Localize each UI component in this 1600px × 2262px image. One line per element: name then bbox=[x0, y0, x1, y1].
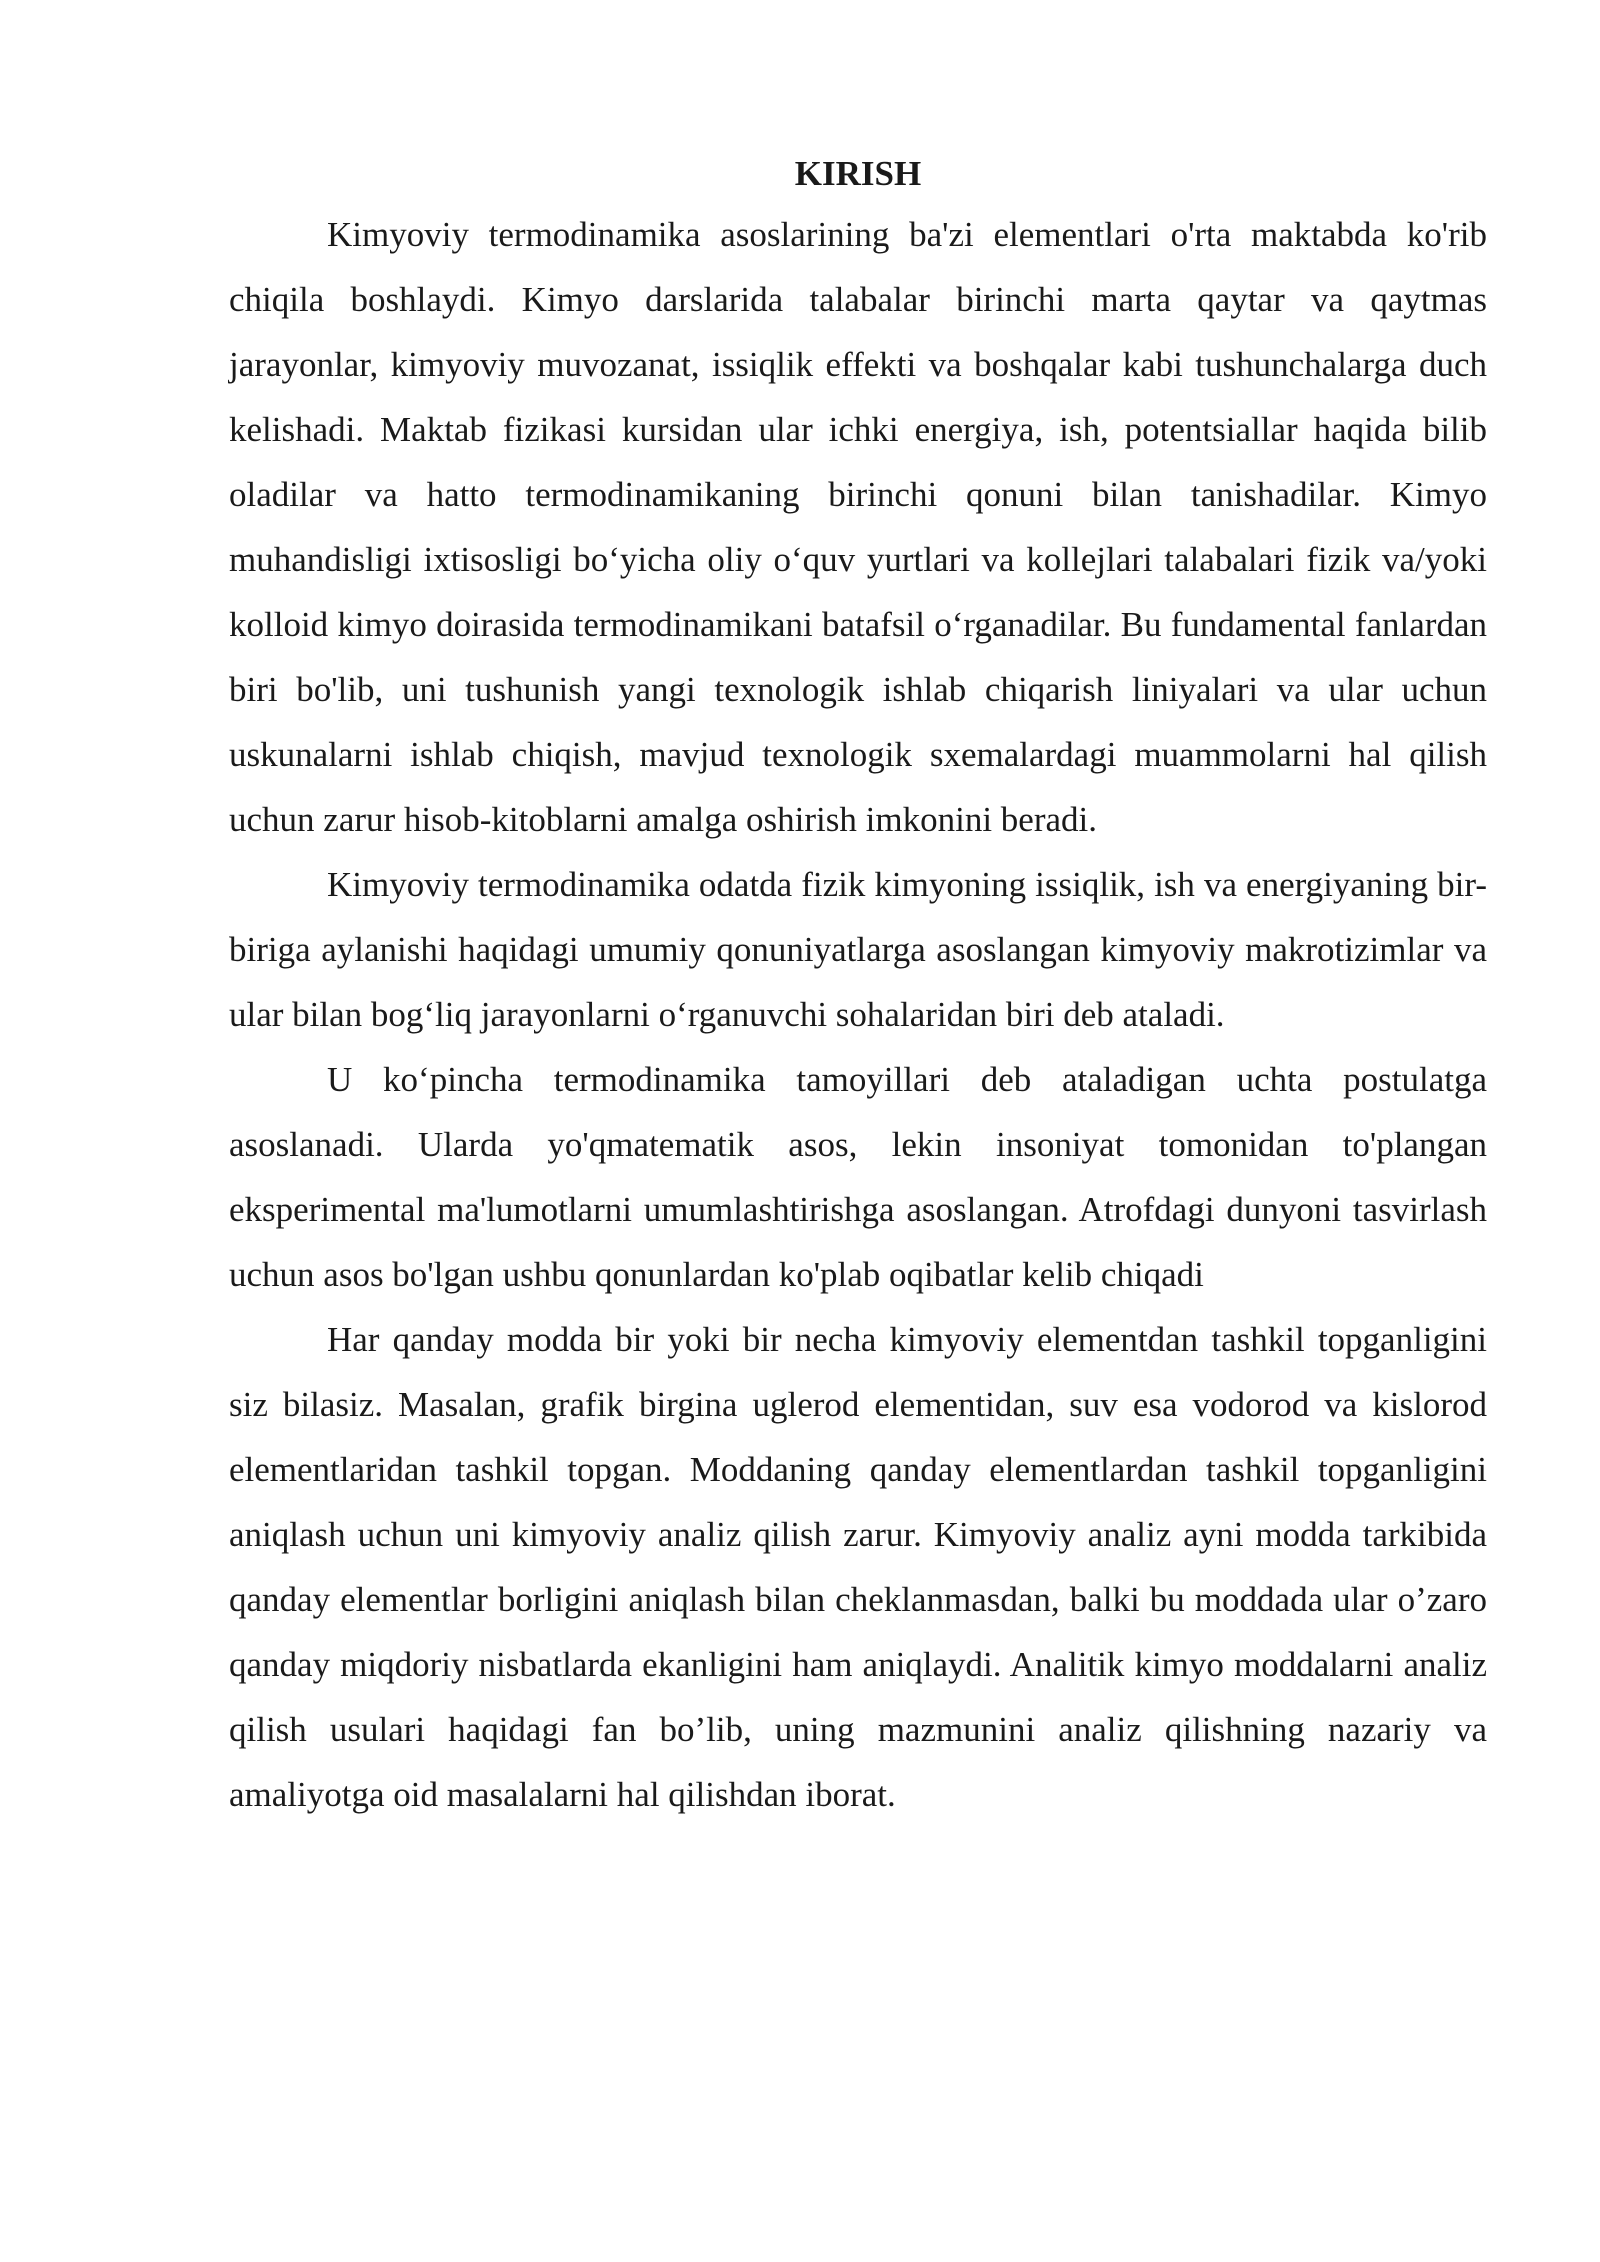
paragraph-definition: Kimyoviy termodinamika odatda fizik kimyoning issiqlik, ish va energiyaning bir-biriga aylanishi haqidagi umumiy qonuniyatlarga asoslangan kimyoviy makrotizimlar va ular bilan bog‘liq jarayonlarni o‘rganuvchi sohalaridan biri deb ataladi. bbox=[229, 865, 1487, 1034]
paragraph-postulates: U ko‘pincha termodinamika tamoyillari deb ataladigan uchta postulatga asoslanadi. Ularda yo'qmatematik asos, lekin insoniyat tomonidan to'plangan eksperimental ma'lumotlarni umumlashtirishga asoslangan. Atrofdagi dunyoni tasvirlash uchun asos bo'lgan ushbu qonunlardan ko'plab oqibatlar kelib chiqadi bbox=[229, 1060, 1487, 1294]
paragraph-intro: Kimyoviy termodinamika asoslarining ba'zi elementlari o'rta maktabda ko'rib chiqila boshlaydi. Kimyo darslarida talabalar birinchi marta qaytar va qaytmas jarayonlar, kimyoviy muvozanat, issiqlik effekti va boshqalar kabi tushunchalarga duch kelishadi. Maktab fizikasi kursidan ular ichki energiya, ish, potentsiallar haqida bilib oladilar va hatto termodinamikaning birinchi qonuni bilan tanishadilar. Kimyo muhandisligi ixtisosligi bo‘yicha oliy o‘quv yurtlari va kollejlari talabalari fizik va/yoki kolloid kimyo doirasida termodinamikani batafsil o‘rganadilar. Bu fundamental fanlardan biri bo'lib, uni tushunish yangi texnologik ishlab chiqarish liniyalari va ular uchun uskunalarni ishlab chiqish, mavjud texnologik sxemalardagi muammolarni hal qilish uchun zarur hisob-kitoblarni amalga oshirish imkonini beradi. bbox=[229, 215, 1487, 839]
page-title: KIRISH bbox=[794, 154, 922, 193]
document-body bbox=[229, 148, 1487, 1827]
paragraph-chemical-analysis: Har qanday modda bir yoki bir necha kimyoviy elementdan tashkil topganligini siz bilasiz. Masalan, grafik birgina uglerod elementidan, suv esa vodorod va kislorod elementlaridan tashkil topgan. Moddaning qanday elementlardan tashkil topganligini aniqlash uchun uni kimyoviy analiz qilish zarur. Kimyoviy analiz ayni modda tarkibida qanday elementlar borligini aniqlash bilan cheklanmasdan, balki bu moddada ular o’zaro qanday miqdoriy nisbatlarda ekanligini ham aniqlaydi. Analitik kimyo moddalarni analiz qilish usulari haqidagi fan bo’lib, uning mazmunini analiz qilishning nazariy va amaliyotga oid masalalarni hal qilishdan iborat. bbox=[229, 1320, 1487, 1814]
